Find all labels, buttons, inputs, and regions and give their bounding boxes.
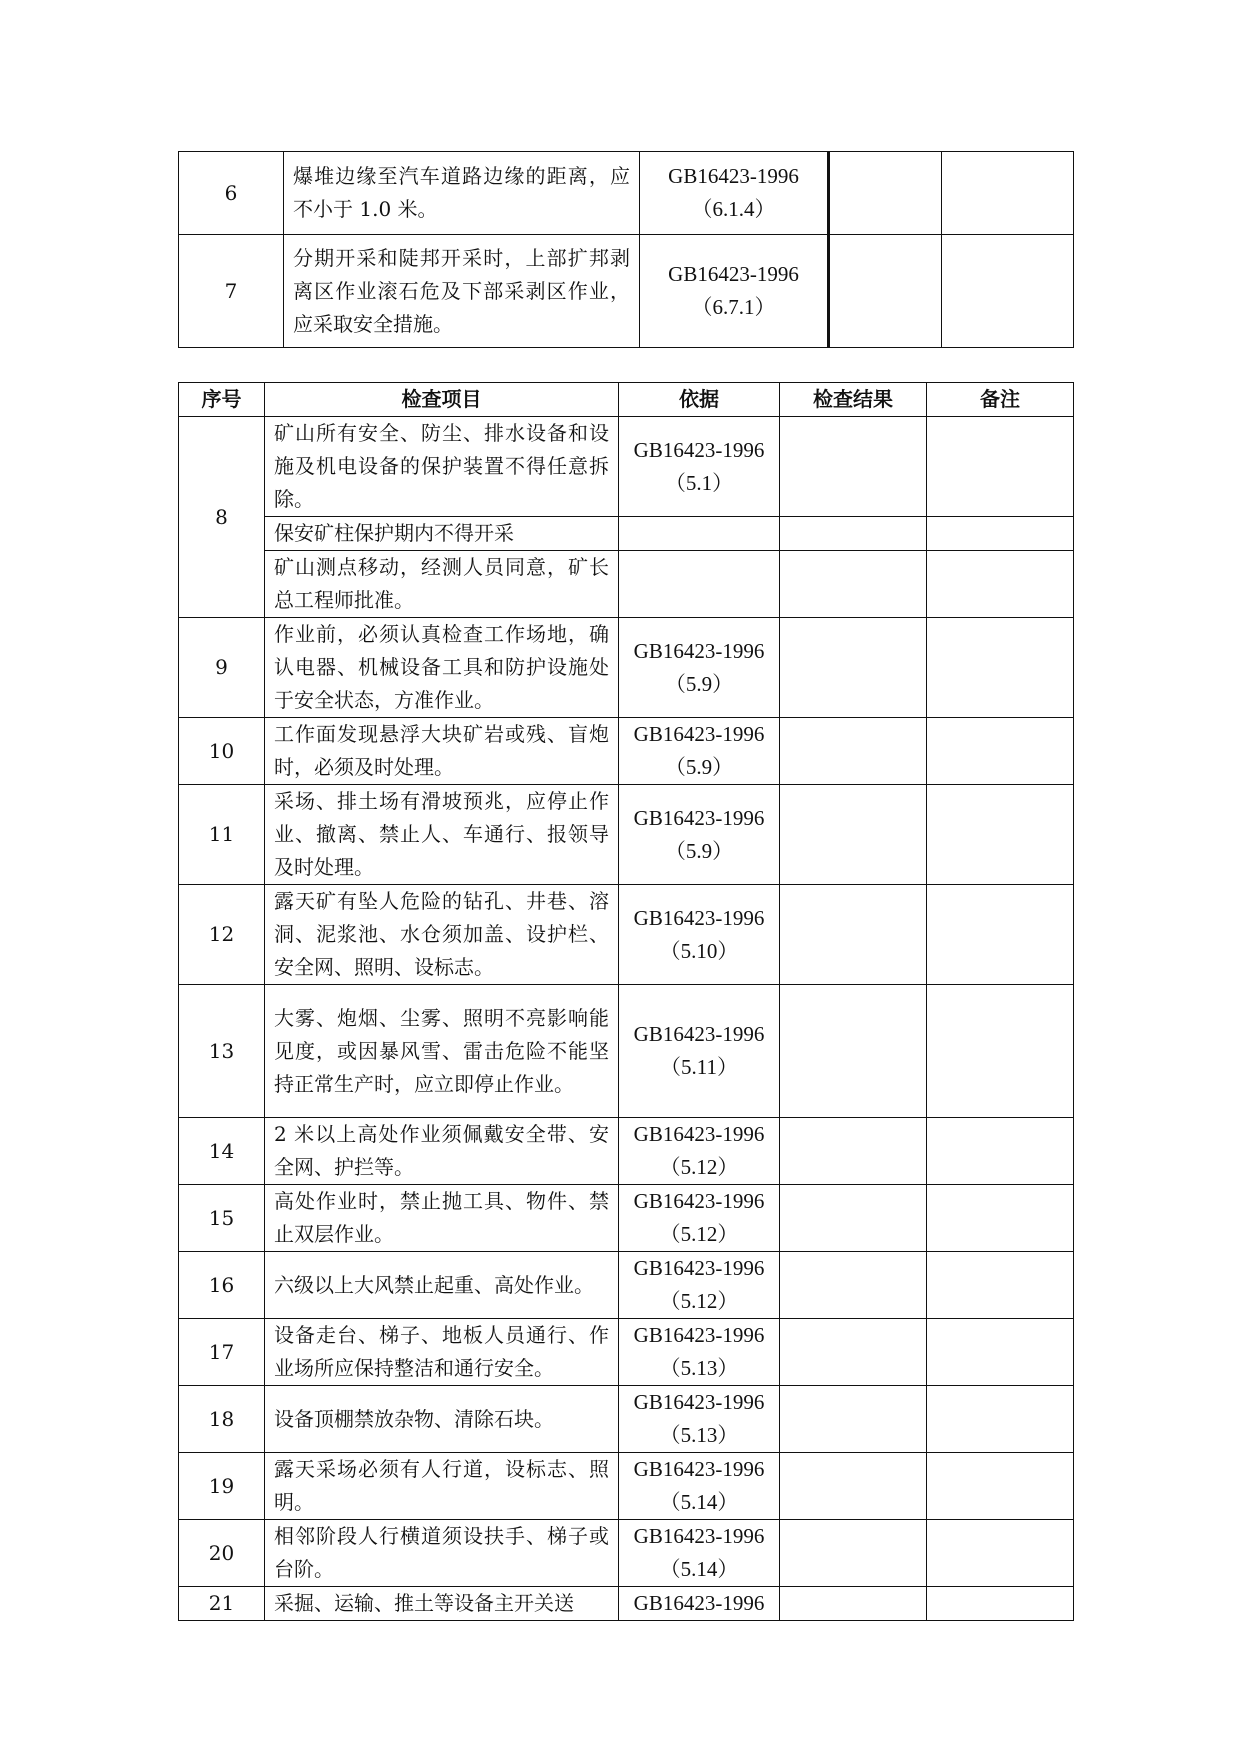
basis-standard: GB16423-1996	[633, 638, 765, 663]
table-row	[179, 1252, 1074, 1319]
check-item: 保安矿柱保护期内不得开采	[265, 517, 619, 551]
table-row	[179, 1185, 1074, 1252]
check-item: 六级以上大风禁止起重、高处作业。	[265, 1252, 619, 1319]
basis-standard: GB16423-1996	[633, 1022, 765, 1046]
row-number: 14	[179, 1118, 265, 1185]
basis-cell	[619, 417, 780, 517]
basis-cell	[619, 785, 780, 885]
basis-clause: （5.10）	[659, 938, 739, 963]
row-number: 11	[179, 785, 265, 885]
basis-standard: GB16423-1996	[633, 1122, 765, 1146]
result-cell	[780, 1386, 927, 1453]
table-row	[179, 785, 1074, 885]
result-cell	[780, 1118, 927, 1185]
check-item: 采掘、运输、推土等设备主开关送	[265, 1587, 619, 1621]
basis-clause: （5.12）	[659, 1289, 739, 1313]
result-cell	[780, 417, 927, 517]
basis-standard: GB16423-1996	[668, 164, 799, 188]
check-item: 矿山所有安全、防尘、排水设备和设施及机电设备的保护装置不得任意拆除。	[265, 417, 619, 517]
note-cell	[942, 235, 1074, 348]
inspection-table	[178, 382, 1074, 1621]
basis-cell	[619, 551, 780, 618]
table-row	[179, 1386, 1074, 1453]
table-row	[179, 551, 1074, 618]
basis-standard: GB16423-1996	[633, 437, 765, 462]
basis-standard: GB16423-1996	[633, 1323, 765, 1347]
check-item: 设备走台、梯子、地板人员通行、作业场所应保持整洁和通行安全。	[265, 1319, 619, 1386]
check-item: 2 米以上高处作业须佩戴安全带、安全网、护拦等。	[265, 1118, 619, 1185]
row-number: 13	[179, 985, 265, 1118]
note-cell	[927, 417, 1074, 517]
basis-cell	[619, 1319, 780, 1386]
header-result: 检查结果	[780, 383, 927, 417]
table-row	[179, 235, 1074, 348]
note-cell	[927, 718, 1074, 785]
basis-standard: GB16423-1996	[633, 905, 765, 930]
basis-cell	[619, 1587, 780, 1621]
row-number: 17	[179, 1319, 265, 1386]
note-cell	[927, 1319, 1074, 1386]
note-cell	[927, 1587, 1074, 1621]
check-item: 采场、排土场有滑坡预兆，应停止作业、撤离、禁止人、车通行、报领导及时处理。	[265, 785, 619, 885]
basis-clause: （6.7.1）	[691, 295, 776, 319]
result-cell	[780, 1319, 927, 1386]
basis-clause: （5.11）	[660, 1055, 738, 1079]
basis-cell	[619, 1453, 780, 1520]
result-cell	[780, 985, 927, 1118]
basis-standard: GB16423-1996	[633, 1390, 765, 1414]
result-cell	[780, 885, 927, 985]
row-number: 15	[179, 1185, 265, 1252]
basis-cell	[619, 517, 780, 551]
result-cell	[780, 551, 927, 618]
basis-cell	[640, 152, 829, 235]
basis-clause: （6.1.4）	[691, 197, 776, 221]
table-row	[179, 517, 1074, 551]
basis-standard: GB16423-1996	[633, 1457, 765, 1481]
note-cell	[927, 1453, 1074, 1520]
basis-cell	[619, 618, 780, 718]
row-number: 18	[179, 1386, 265, 1453]
table-header-row	[179, 383, 1074, 417]
basis-clause: （5.12）	[659, 1155, 739, 1179]
header-note: 备注	[927, 383, 1074, 417]
header-basis: 依据	[619, 383, 780, 417]
basis-cell	[619, 1118, 780, 1185]
table-row	[179, 985, 1074, 1118]
row-number: 8	[179, 417, 265, 618]
row-number: 7	[179, 235, 284, 348]
inspection-table-continued	[178, 151, 1074, 348]
row-number: 12	[179, 885, 265, 985]
result-cell	[780, 1520, 927, 1587]
note-cell	[927, 1118, 1074, 1185]
basis-standard: GB16423-1996	[633, 1591, 765, 1615]
table-row	[179, 1587, 1074, 1621]
basis-cell	[619, 885, 780, 985]
result-cell	[780, 618, 927, 718]
basis-clause: （5.9）	[664, 671, 734, 696]
basis-cell	[619, 985, 780, 1118]
note-cell	[927, 1185, 1074, 1252]
basis-standard: GB16423-1996	[668, 262, 799, 286]
result-cell	[780, 1252, 927, 1319]
row-number: 9	[179, 618, 265, 718]
note-cell	[927, 1520, 1074, 1587]
note-cell	[942, 152, 1074, 235]
check-item: 设备顶棚禁放杂物、清除石块。	[265, 1386, 619, 1453]
check-item: 相邻阶段人行横道须设扶手、梯子或台阶。	[265, 1520, 619, 1587]
note-cell	[927, 785, 1074, 885]
basis-cell	[619, 718, 780, 785]
check-item: 高处作业时，禁止抛工具、物件、禁止双层作业。	[265, 1185, 619, 1252]
basis-cell	[619, 1185, 780, 1252]
note-cell	[927, 1252, 1074, 1319]
note-cell	[927, 885, 1074, 985]
check-item: 大雾、炮烟、尘雾、照明不亮影响能见度，或因暴风雪、雷击危险不能坚持正常生产时，应立即停止作业。	[265, 985, 619, 1118]
row-number: 6	[179, 152, 284, 235]
basis-clause: （5.9）	[664, 755, 734, 779]
basis-clause: （5.13）	[659, 1423, 739, 1447]
row-number: 20	[179, 1520, 265, 1587]
check-item: 矿山测点移动，经测人员同意，矿长总工程师批准。	[265, 551, 619, 618]
table-row	[179, 718, 1074, 785]
table-row	[179, 1453, 1074, 1520]
check-item: 作业前，必须认真检查工作场地，确认电器、机械设备工具和防护设施处于安全状态，方准作业。	[265, 618, 619, 718]
check-item: 分期开采和陡邦开采时，上部扩邦剥离区作业滚石危及下部采剥区作业，应采取安全措施。	[284, 235, 640, 348]
result-cell	[780, 517, 927, 551]
basis-cell	[640, 235, 829, 348]
check-item: 工作面发现悬浮大块矿岩或残、盲炮时，必须及时处理。	[265, 718, 619, 785]
basis-clause: （5.14）	[659, 1490, 739, 1514]
result-cell	[780, 1185, 927, 1252]
result-cell	[829, 235, 942, 348]
table-row	[179, 618, 1074, 718]
result-cell	[829, 152, 942, 235]
table-row	[179, 1118, 1074, 1185]
note-cell	[927, 618, 1074, 718]
basis-standard: GB16423-1996	[633, 805, 765, 830]
note-cell	[927, 517, 1074, 551]
note-cell	[927, 985, 1074, 1118]
basis-clause: （5.14）	[659, 1557, 739, 1581]
basis-standard: GB16423-1996	[633, 1189, 765, 1213]
basis-standard: GB16423-1996	[633, 1524, 765, 1548]
header-no: 序号	[179, 383, 265, 417]
note-cell	[927, 551, 1074, 618]
basis-cell	[619, 1520, 780, 1587]
result-cell	[780, 785, 927, 885]
header-item: 检查项目	[265, 383, 619, 417]
table-row	[179, 152, 1074, 235]
check-item: 露天采场必须有人行道，设标志、照明。	[265, 1453, 619, 1520]
result-cell	[780, 1453, 927, 1520]
result-cell	[780, 718, 927, 785]
check-item: 露天矿有坠人危险的钻孔、井巷、溶洞、泥浆池、水仓须加盖、设护栏、安全网、照明、设标志。	[265, 885, 619, 985]
basis-cell	[619, 1386, 780, 1453]
note-cell	[927, 1386, 1074, 1453]
table-row	[179, 1520, 1074, 1587]
check-item: 爆堆边缘至汽车道路边缘的距离，应不小于 1.0 米。	[284, 152, 640, 235]
table-row	[179, 885, 1074, 985]
basis-clause: （5.12）	[659, 1222, 739, 1246]
row-number: 19	[179, 1453, 265, 1520]
basis-clause: （5.1）	[664, 470, 734, 495]
table-row	[179, 1319, 1074, 1386]
row-number: 21	[179, 1587, 265, 1621]
result-cell	[780, 1587, 927, 1621]
basis-clause: （5.13）	[659, 1356, 739, 1380]
basis-cell	[619, 1252, 780, 1319]
basis-clause: （5.9）	[664, 838, 734, 863]
basis-standard: GB16423-1996	[633, 722, 765, 746]
row-number: 10	[179, 718, 265, 785]
table-row	[179, 417, 1074, 517]
basis-standard: GB16423-1996	[633, 1256, 765, 1280]
row-number: 16	[179, 1252, 265, 1319]
